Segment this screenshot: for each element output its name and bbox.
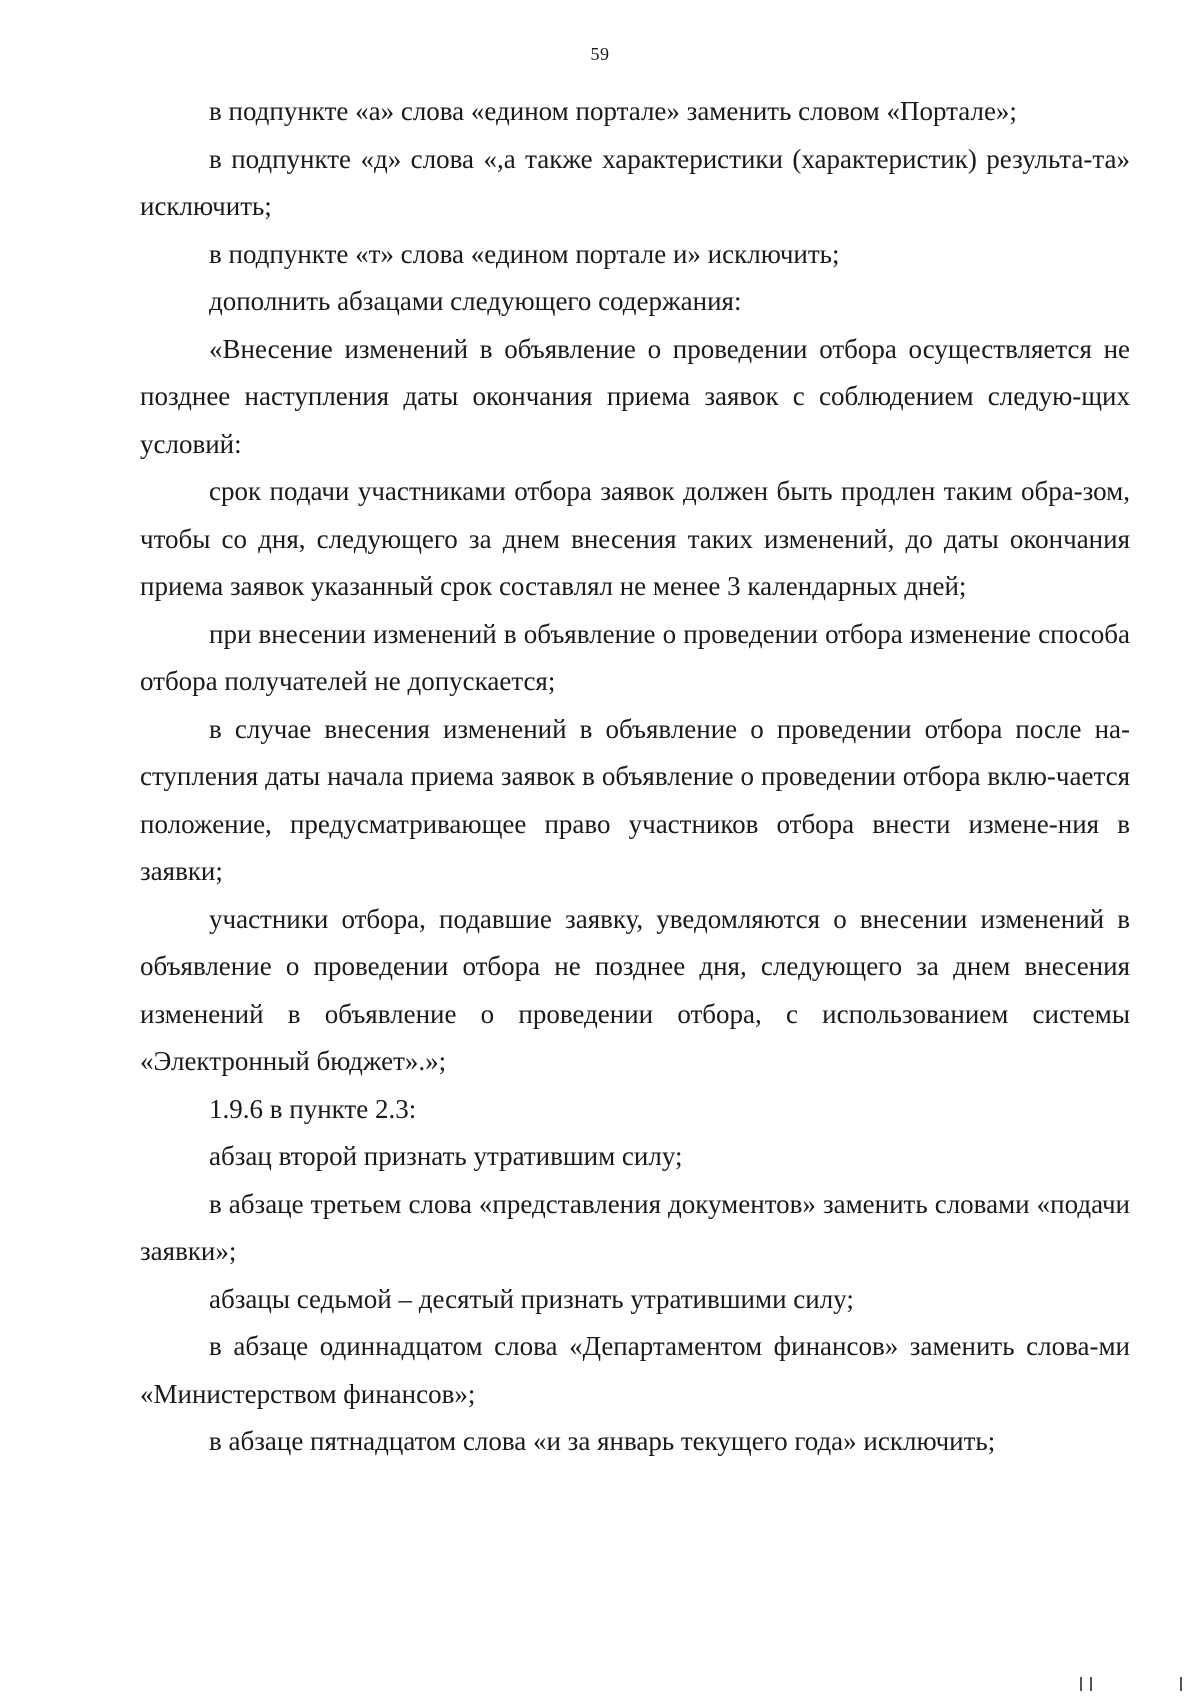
paragraph: в абзаце одиннадцатом слова «Департаментом финансов» заменить слова-ми «Министерством финансов»; [140, 1331, 1130, 1409]
scan-artifact-mark [1180, 1677, 1182, 1691]
paragraph: абзацы седьмой – десятый признать утратившими силу; [209, 1283, 854, 1314]
page-number: 59 [590, 44, 610, 64]
paragraph: абзац второй признать утратившим силу; [209, 1141, 683, 1171]
paragraph: 1.9.6 в пункте 2.3: [209, 1093, 417, 1124]
document-body [140, 88, 1130, 1466]
paragraph: срок подачи участниками отбора заявок должен быть продлен таким обра-зом, чтобы со дня, следующего за днем внесения таких изменений, до даты окончания приема заявок указанный срок составлял не менее 3 календарных дней; [140, 476, 1130, 601]
scan-artifact-mark [1080, 1677, 1082, 1691]
paragraph: в подпункте «д» слова «,а также характеристики (характеристик) результа-та» исключить; [140, 143, 1130, 221]
paragraph: в абзаце третьем слова «представления документов» заменить словами «подачи заявки»; [140, 1188, 1130, 1266]
paragraph: в абзаце пятнадцатом слова «и за январь текущего года» исключить; [209, 1426, 996, 1456]
paragraph: при внесении изменений в объявление о проведении отбора изменение способа отбора получателей не допускается; [140, 618, 1130, 696]
paragraph: в случае внесения изменений в объявление о проведении отбора после на-ступления даты начала приема заявок в объявление о проведении отбора вклю-чается положение, предусматривающее право участников отбора внести измене-ния в заявки; [140, 713, 1130, 886]
paragraph: «Внесение изменений в объявление о проведении отбора осуществляется не позднее наступления даты окончания приема заявок с соблюдением следую-щих условий: [140, 333, 1130, 459]
paragraph: в подпункте «а» слова «едином портале» заменить словом «Портале»; [209, 96, 1017, 126]
paragraph: участники отбора, подавшие заявку, уведомляются о внесении изменений в объявление о проведении отбора не позднее дня, следующего за днем внесения изменений в объявление о проведении отбора, с использованием системы «Электронный бюджет».»; [140, 903, 1130, 1076]
paragraph: дополнить абзацами следующего содержания: [209, 286, 742, 316]
scan-artifact-mark [1090, 1677, 1092, 1691]
paragraph: в подпункте «т» слова «едином портале и» исключить; [209, 238, 840, 269]
